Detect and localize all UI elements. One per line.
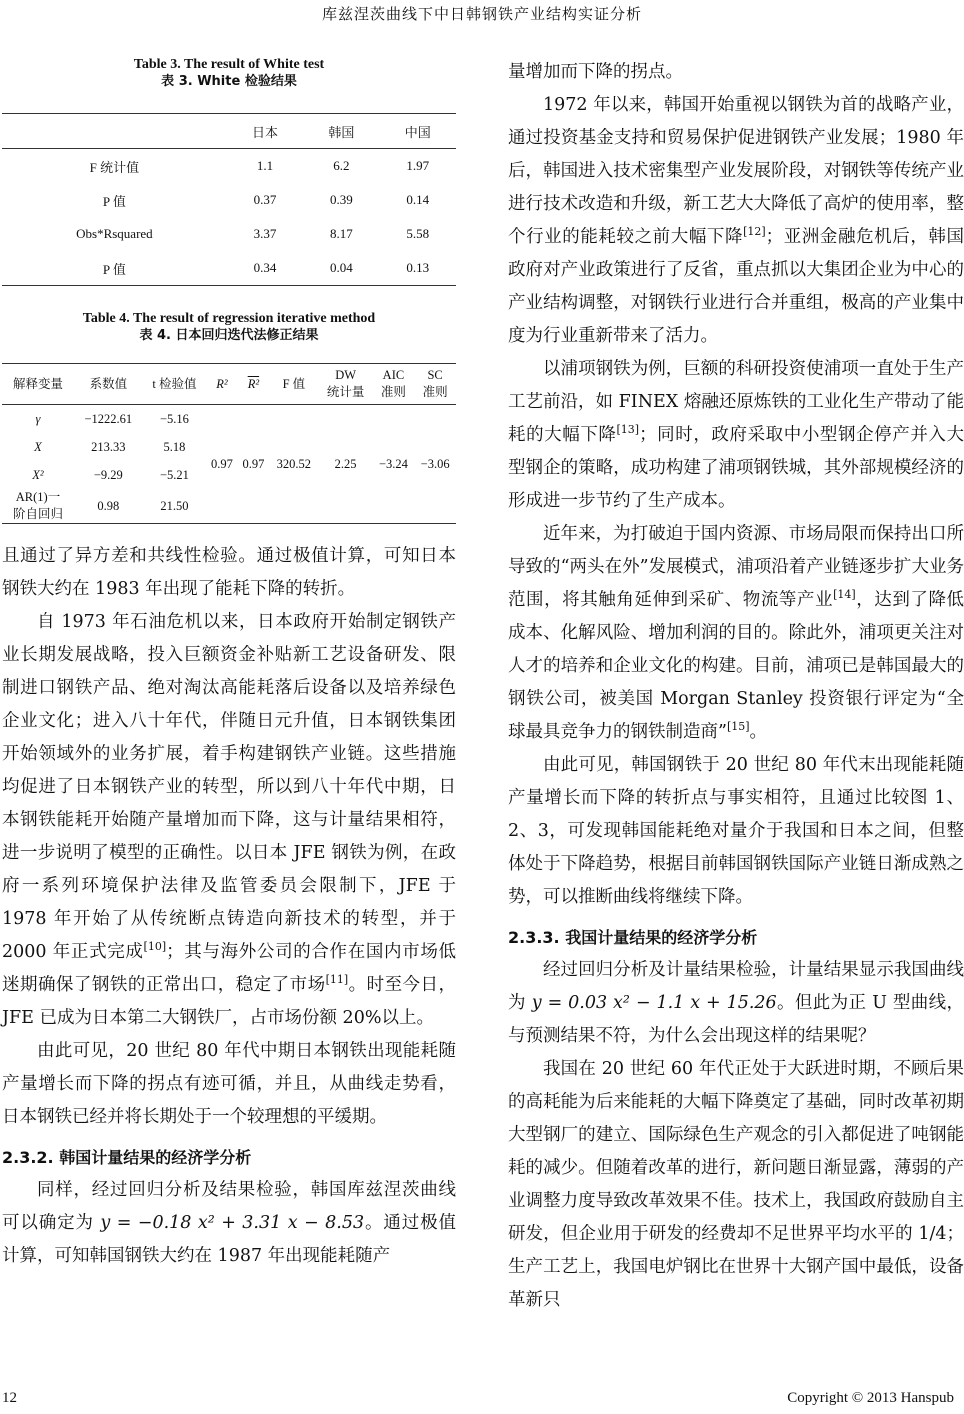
equation: y = −0.18 x² + 3.31 x − 8.53 <box>100 1213 365 1233</box>
ar-label: AR(1)一 <box>15 490 61 504</box>
citation: [10] <box>143 940 167 954</box>
table-cell: 8.17 <box>330 226 353 241</box>
paragraph: 由此可见，韩国钢铁于 20 世纪 80 年代末出现能耗随产量增长而下降的转折点与事实相符，且通过比较图 1、2、3，可发现韩国能耗绝对量介于我国和日本之间，但整体处于下降趋势，根据目前韩国钢铁国际产业链日渐成熟之势，可以推断曲线将继续下降。 <box>508 755 964 907</box>
table-cell: γ <box>35 411 41 426</box>
table4-caption-en: Table 4. The result of regression iterative method <box>82 311 376 326</box>
paragraph: 我国在 20 世纪 60 年代正处于大跃进时期，不顾后果的高耗能为后来能耗的大幅下降奠定了基础，同时改革初期大型钢厂的建立、国际绿色生产观念的引入都促进了吨钢能耗的减少。但随着改革的进行，新问题日渐显露，薄弱的产业调整力度导致改革效果不佳。技术上，我国政府鼓励自主研发，但企业用于研发的经费却不足世界平均水平的 1/4；生产工艺上，我国电炉钢比在世界十大钢产国中最低，设备革新只 <box>508 1059 964 1310</box>
table-header-cell <box>373 364 415 405</box>
table-cell: −1222.61 <box>84 411 133 426</box>
dw-label-2: 统计量 <box>326 385 365 399</box>
table-header-cell: 中国 <box>404 124 431 140</box>
table-cell: 0.39 <box>330 192 353 207</box>
table-cell <box>2 489 74 524</box>
paragraph <box>2 606 456 1035</box>
table-header-row <box>2 364 456 405</box>
table-header-cell: R² <box>216 376 228 391</box>
table-cell: 0.97 <box>242 456 265 471</box>
table-cell: 2.25 <box>334 456 357 471</box>
table-header-cell: 韩国 <box>328 124 355 140</box>
table-header-cell: 日本 <box>251 124 278 140</box>
sc-label-2: 准则 <box>422 385 448 399</box>
table-cell: X <box>34 439 42 454</box>
table-cell: 5.18 <box>163 439 186 454</box>
text-run: 。 <box>749 722 768 742</box>
table-cell: −3.06 <box>420 456 450 471</box>
table-cell: 213.33 <box>91 439 126 454</box>
table-cell: −5.21 <box>159 467 189 482</box>
table-cell: 0.13 <box>406 260 430 275</box>
table4-caption-cn: 表 4. 日本回归迭代法修正结果 <box>139 328 319 343</box>
table-cell: 21.50 <box>160 498 189 513</box>
table-header-cell <box>319 364 373 405</box>
table-cell: 1.1 <box>256 158 274 173</box>
text-run: ；同时，政府采取中小型钢企停产并入大型钢企的策略，成功构建了浦项钢铁城，其外部规模经济的形成进一步节约了生产成本。 <box>508 425 964 511</box>
paragraph <box>508 353 964 518</box>
citation: [15] <box>726 720 750 734</box>
ar-label-2: 阶自回归 <box>12 507 63 521</box>
text-run: ，达到了降低成本、化解风险、增加利润的目的。除此外，浦项更关注对人才的培养和企业文化的构建。目前，浦项已是韩国最大的钢铁公司，被美国 Morgan Stanley 投资银行评定为“全球最具竞争力的钢铁制造商” <box>508 590 964 742</box>
table-cell: 0.14 <box>406 192 430 207</box>
table-header-cell: 解释变量 <box>12 376 63 391</box>
text-run: 。但此为正 U 型曲线，与预测结果不符，为什么会出现这样的结果呢？ <box>508 993 964 1046</box>
table-cell: 0.34 <box>253 260 277 275</box>
citation: [11] <box>325 973 349 987</box>
table-cell: −5.16 <box>159 411 189 426</box>
section-heading: 2.3.2. 韩国计量结果的经济学分析 <box>2 1148 252 1167</box>
dw-label: DW <box>335 368 357 382</box>
aic-label: AIC <box>382 368 405 382</box>
section-heading: 2.3.3. 我国计量结果的经济学分析 <box>508 928 758 947</box>
table-row <box>2 251 456 286</box>
table-cell: F 统计值 <box>89 159 140 175</box>
paragraph <box>508 518 964 749</box>
table-cell: 5.58 <box>406 226 430 241</box>
text-run: 近年来，为打破迫于国内资源、市场局限而保持出口所导致的“两头在外”发展模式，浦项沿着产业链逐步扩大业务范围，将其触角延伸到采矿、物流等产业 <box>508 524 964 610</box>
running-head: 库兹涅茨曲线下中日韩钢铁产业结构实证分析 <box>321 5 642 23</box>
table-row <box>2 405 456 434</box>
text-run: 。时至今日，JFE 已成为日本第二大钢铁厂，占市场份额 20%以上。 <box>2 975 457 1028</box>
table-cell: X² <box>32 467 44 482</box>
text-run: 同样，经过回归分析及结果检验，韩国库兹涅茨曲线可以确定为 <box>2 1180 456 1233</box>
table-cell: 1.97 <box>406 158 430 173</box>
page-number: 12 <box>2 1390 17 1406</box>
paragraph: 由此可见，20 世纪 80 年代中期日本钢铁出现能耗随产量增长而下降的拐点有迹可循，并且，从曲线走势看，日本钢铁已经并将长期处于一个较理想的平缓期。 <box>2 1041 456 1127</box>
text-run: ；亚洲金融危机后，韩国政府对产业政策进行了反省，重点抓以大集团企业为中心的产业结构调整，对钢铁行业进行合并重组，极高的产业集中度为行业重新带来了活力。 <box>508 227 964 346</box>
text-run: 自 1973 年石油危机以来，日本政府开始制定钢铁产业长期发展战略，投入巨额资金补贴新工艺设备研发、限制进口钢铁产品、绝对淘汰高能耗落后设备以及培养绿色企业文化；进入八十年代，伴随日元升值，日本钢铁集团开始领域外的业务扩展，着手构建钢铁产业链。这些措施均促进了日本钢铁产业的转型，所以到八十年代中期，日本钢铁能耗开始随产量增加而下降，这与计量结果相符，进一步说明了模型的正确性。以日本 JFE 钢铁为例，在政府一系列环境保护法律及监管委员会限制下，JFE 于 1978 年开始了从传统断点铸造向新技术的转型，并于 2000 年正式完成 <box>2 612 456 962</box>
white-test-table <box>2 113 456 286</box>
left-column <box>2 56 456 1273</box>
table-cell: 0.37 <box>253 192 277 207</box>
table-row <box>2 217 456 251</box>
text-run: 1972 年以来，韩国开始重视以钢铁为首的战略产业，通过投资基金支持和贸易保护促进钢铁产业发展；1980 年后，韩国进入技术密集型产业发展阶段，对钢铁等传统产业进行技术改造和升级，新工艺大大降低了高炉的使用率，整个行业的能耗较之前大幅下降 <box>508 95 964 247</box>
table-cell: 0.04 <box>330 260 353 275</box>
table-cell: P 值 <box>102 261 126 277</box>
paragraph <box>508 954 964 1053</box>
table-cell: Obs*Rsquared <box>76 226 153 241</box>
table-header-cell: R² <box>247 376 260 391</box>
table-row <box>2 149 456 184</box>
table3-caption-cn: 表 3. White 检验结果 <box>161 74 297 89</box>
table-cell: −9.29 <box>93 467 123 482</box>
table-cell: −3.24 <box>378 456 408 471</box>
equation: y = 0.03 x² − 1.1 x + 15.26 <box>531 993 777 1013</box>
paragraph <box>508 89 964 353</box>
table-cell: 6.2 <box>333 158 350 173</box>
table-header-cell: t 检验值 <box>152 376 197 391</box>
text-run: 。通过极值计算，可知韩国钢铁大约在 1987 年出现能耗随产 <box>2 1213 457 1266</box>
paragraph <box>2 1174 456 1273</box>
table-cell: 3.37 <box>253 226 277 241</box>
table-header-cell <box>414 364 456 405</box>
table-cell: 0.97 <box>210 456 233 471</box>
aic-label-2: 准则 <box>380 385 406 399</box>
table3-caption-en: Table 3. The result of White test <box>133 57 325 72</box>
table-header-row <box>2 114 456 149</box>
table-cell: 320.52 <box>276 456 312 471</box>
citation: [14] <box>833 588 856 602</box>
table-header-cell: F 值 <box>282 376 306 391</box>
text-run: 经过回归分析及计量结果检验，计量结果显示我国曲线为 <box>508 960 964 1013</box>
text-run: ；其与海外公司的合作在国内市场低迷期确保了钢铁的正常出口，稳定了市场 <box>2 942 456 995</box>
table-header-cell <box>2 114 227 149</box>
regression-table <box>2 363 456 524</box>
paragraph: 且通过了异方差和共线性检验。通过极值计算，可知日本钢铁大约在 1983 年出现了能耗下降的转折。 <box>2 546 456 599</box>
sc-label: SC <box>427 368 443 382</box>
right-column <box>508 56 964 1317</box>
citation: [13] <box>616 423 640 437</box>
table-row <box>2 183 456 217</box>
table-cell: 0.98 <box>97 498 120 513</box>
table-header-cell: 系数值 <box>89 376 128 391</box>
text-run: 以浦项钢铁为例，巨额的科研投资使浦项一直处于生产工艺前沿，如 FINEX 熔融还原炼铁的工业化生产带动了能耗的大幅下降 <box>508 359 964 445</box>
table-cell: P 值 <box>102 193 126 209</box>
copyright: Copyright © 2013 Hanspub <box>787 1390 954 1406</box>
citation: [12] <box>743 225 766 239</box>
paragraph: 量增加而下降的拐点。 <box>508 62 683 82</box>
